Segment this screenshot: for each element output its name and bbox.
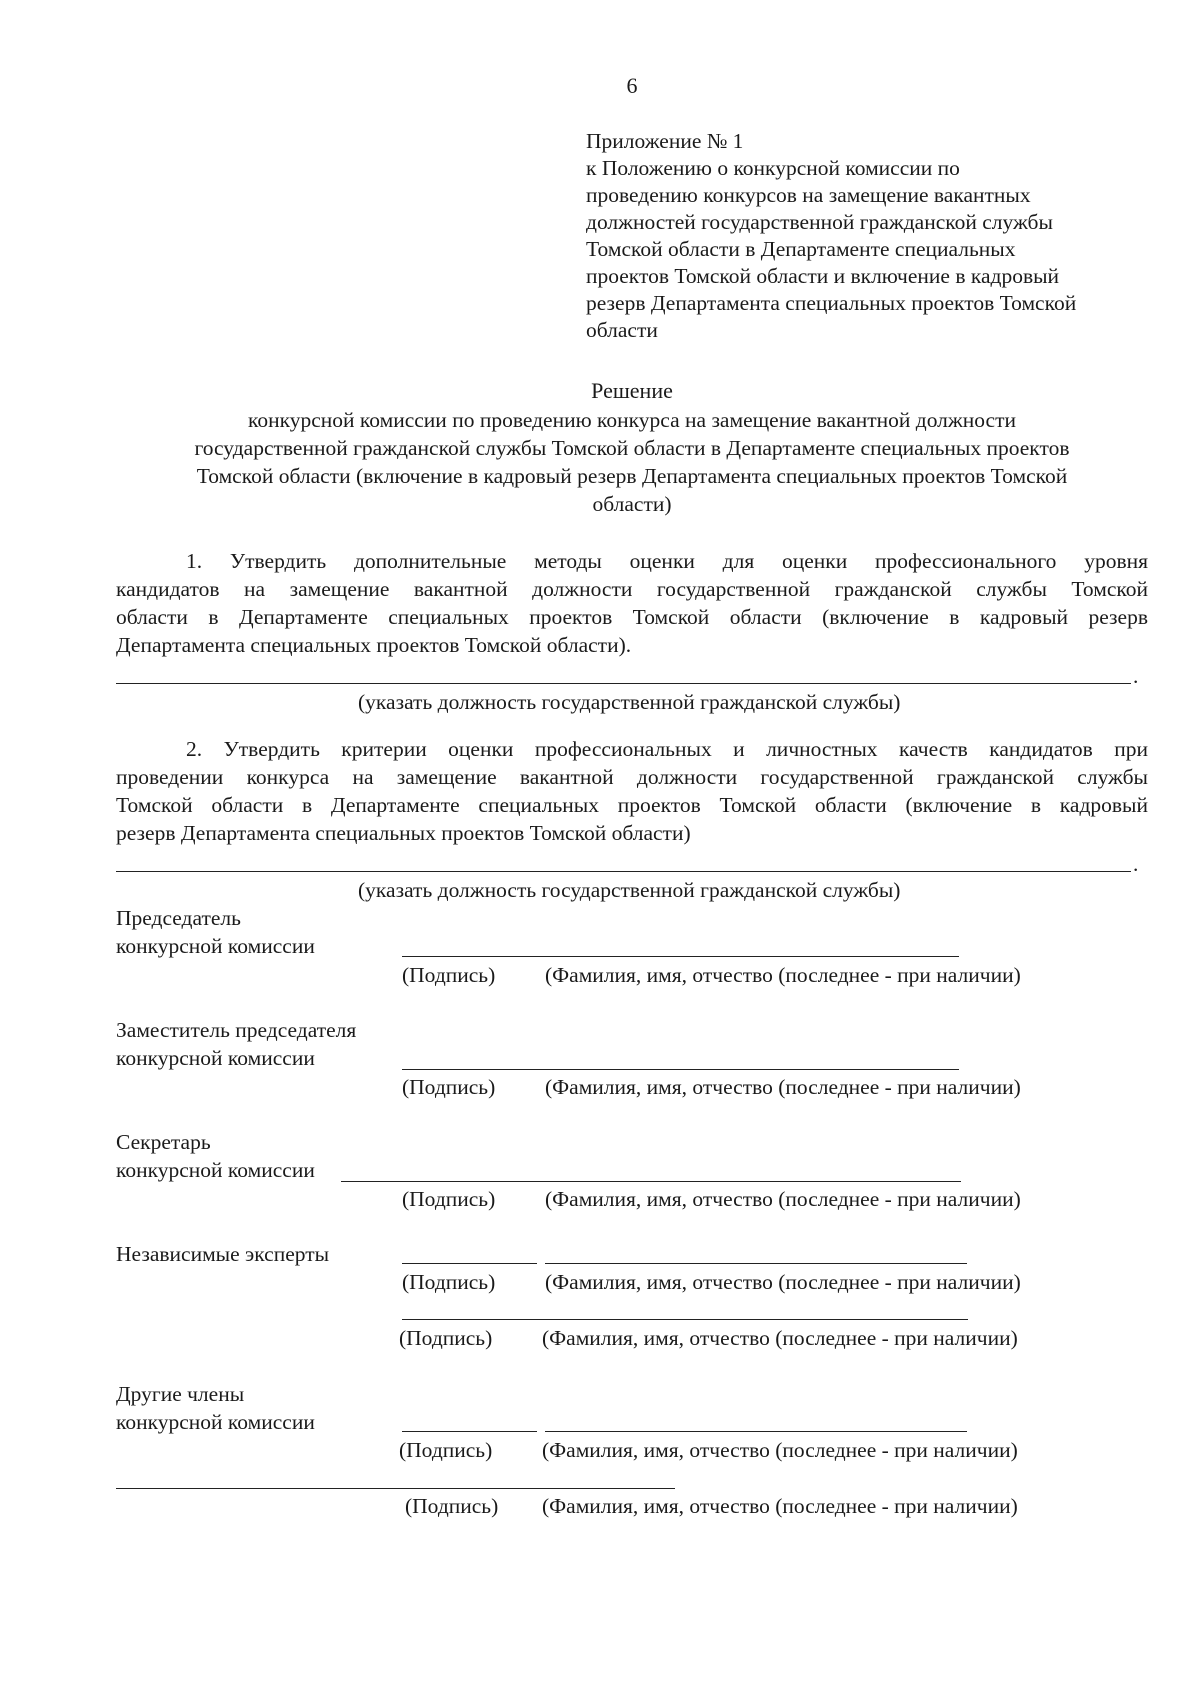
expert-1-name-caption: (Фамилия, имя, отчество (последнее - при наличии) (545, 1270, 1021, 1294)
paragraph-line: Департамента специальных проектов Томской области). (116, 633, 632, 657)
expert-1-name-line[interactable] (545, 1263, 967, 1264)
secretary-label-line: конкурсной комиссии (116, 1158, 315, 1182)
appendix-header (586, 128, 1186, 344)
deputy-signature-caption: (Подпись) (402, 1075, 496, 1099)
position-fill-line-2[interactable] (116, 871, 1131, 872)
decision-subtitle (116, 406, 1148, 518)
paragraph-line: резерв Департамента специальных проектов Томской области) (116, 821, 691, 845)
subtitle-line: конкурсной комиссии по проведению конкурса на замещение вакантной должности (247, 408, 1016, 432)
appendix-line: Томской области в Департаменте специальных (586, 237, 1016, 261)
secretary-signature-caption: (Подпись) (402, 1187, 496, 1211)
subtitle-line: Томской области (включение в кадровый резерв Департамента специальных проектов Томской (196, 464, 1068, 488)
expert-2-name-caption: (Фамилия, имя, отчество (последнее - при наличии) (542, 1326, 1018, 1350)
deputy-sign-line[interactable] (402, 1069, 959, 1070)
chairman-name-caption: (Фамилия, имя, отчество (последнее - при наличии) (545, 963, 1021, 987)
deputy-label-line: Заместитель председателя (116, 1018, 357, 1042)
paragraph-line: 1. Утвердить дополнительные методы оценки для оценки профессионального уровня (186, 549, 1148, 573)
chairman-label (116, 904, 315, 960)
expert-2-signature-caption: (Подпись) (399, 1326, 493, 1350)
paragraph-line: области в Департаменте специальных проектов Томской области (включение в кадровый резерв (116, 605, 1148, 629)
experts-label (116, 1240, 329, 1268)
decision-title: Решение (591, 378, 673, 403)
page-number: 6 (626, 73, 638, 98)
line-end-dot: . (1133, 852, 1139, 876)
secretary-label (116, 1128, 315, 1184)
subtitle-line: области) (592, 492, 672, 516)
member-2-sign-line[interactable] (116, 1488, 675, 1489)
paragraph-line: 2. Утвердить критерии оценки профессиональных и личностных качеств кандидатов при (186, 737, 1148, 761)
members-label (116, 1380, 315, 1436)
member-1-name-caption: (Фамилия, имя, отчество (последнее - при наличии) (542, 1438, 1018, 1462)
member-2-signature-caption: (Подпись) (405, 1494, 499, 1518)
expert-2-sign-line[interactable] (402, 1319, 968, 1320)
experts-label-line: Независимые эксперты (116, 1242, 330, 1266)
appendix-line: Приложение № 1 (586, 129, 744, 153)
expert-1-sign-line[interactable] (402, 1263, 537, 1264)
appendix-line: резерв Департамента специальных проектов Томской (586, 291, 1077, 315)
members-label-line: конкурсной комиссии (116, 1410, 315, 1434)
secretary-name-caption: (Фамилия, имя, отчество (последнее - при наличии) (545, 1187, 1021, 1211)
appendix-line: области (586, 318, 658, 342)
secretary-label-line: Секретарь (116, 1130, 211, 1154)
paragraph-line: Томской области в Департаменте специальных проектов Томской области (включение в кадровый (116, 793, 1148, 817)
chairman-label-line: Председатель (116, 906, 241, 930)
chairman-sign-line[interactable] (402, 956, 959, 957)
paragraph-line: проведении конкурса на замещение вакантной должности государственной гражданской службы (116, 765, 1148, 789)
secretary-sign-line[interactable] (341, 1181, 961, 1182)
appendix-line: проектов Томской области и включение в кадровый (586, 264, 1060, 288)
appendix-line: к Положению о конкурсной комиссии по (586, 156, 960, 180)
deputy-label-line: конкурсной комиссии (116, 1046, 315, 1070)
deputy-name-caption: (Фамилия, имя, отчество (последнее - при наличии) (545, 1075, 1021, 1099)
paragraph-line: кандидатов на замещение вакантной должности государственной гражданской службы Томской (116, 577, 1148, 601)
position-hint-1: (указать должность государственной гражданской службы) (358, 690, 901, 714)
member-1-name-line[interactable] (545, 1431, 967, 1432)
deputy-label (116, 1016, 356, 1072)
appendix-line: проведению конкурсов на замещение вакантных (586, 183, 1031, 207)
line-end-dot: . (1133, 664, 1139, 688)
member-1-signature-caption: (Подпись) (399, 1438, 493, 1462)
appendix-line: должностей государственной гражданской службы (586, 210, 1053, 234)
member-2-name-caption: (Фамилия, имя, отчество (последнее - при наличии) (542, 1494, 1018, 1518)
position-fill-line-1[interactable] (116, 683, 1131, 684)
paragraph-1 (116, 547, 1148, 659)
member-1-sign-line[interactable] (402, 1431, 537, 1432)
position-hint-2: (указать должность государственной гражданской службы) (358, 878, 901, 902)
chairman-label-line: конкурсной комиссии (116, 934, 315, 958)
members-label-line: Другие члены (116, 1382, 245, 1406)
expert-1-signature-caption: (Подпись) (402, 1270, 496, 1294)
chairman-signature-caption: (Подпись) (402, 963, 496, 987)
subtitle-line: государственной гражданской службы Томской области в Департаменте специальных проектов (194, 436, 1070, 460)
paragraph-2 (116, 735, 1148, 847)
